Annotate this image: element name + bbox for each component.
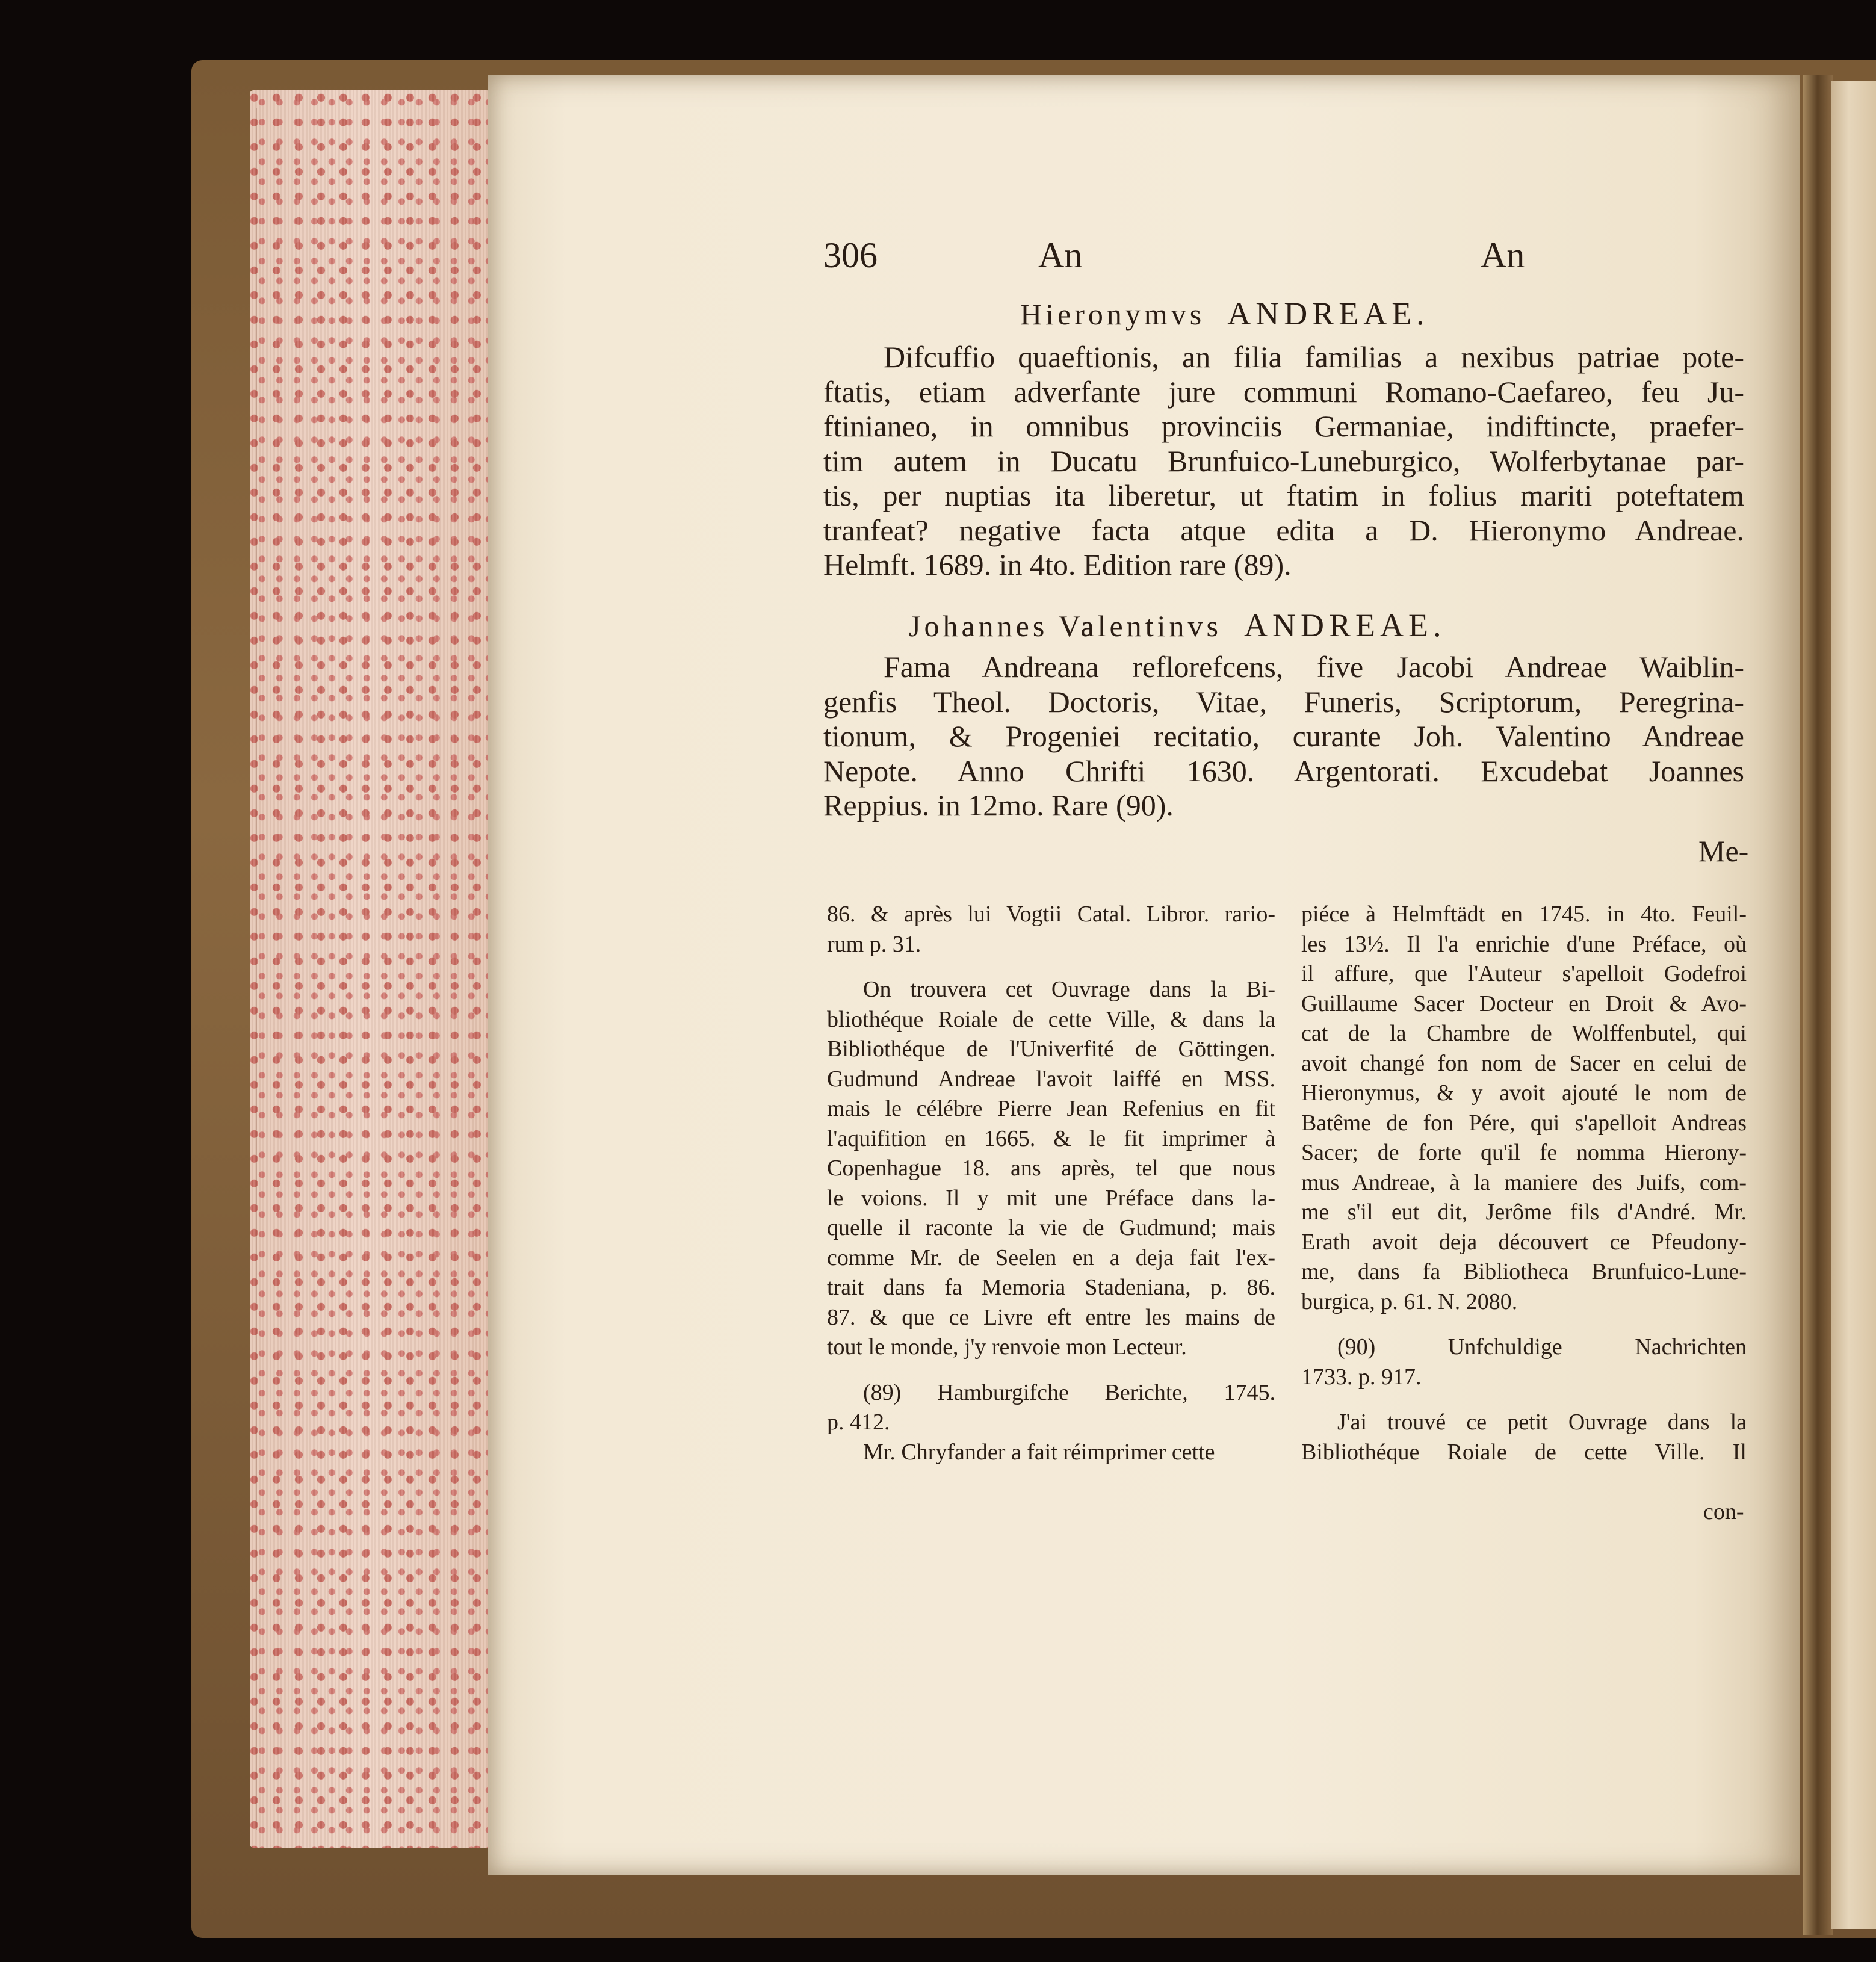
entry-title-forename: Johannes Valentinvs — [909, 609, 1222, 643]
footnote-line: Bibliothéque de l'Univerfité de Göttingen. — [827, 1036, 1275, 1062]
footnote-line: il affure, que l'Auteur s'apelloit Godefroi — [1301, 961, 1747, 986]
footnote-column-left — [827, 900, 1275, 1467]
entry-title-surname: ANDREAE. — [1227, 296, 1429, 332]
footnote-line: Guillaume Sacer Docteur en Droit & Avo- — [1301, 991, 1747, 1017]
footnote-line: Hieronymus, & y avoit ajouté le nom de — [1301, 1080, 1747, 1106]
text-line: Helmft. 1689. in 4to. Edition rare (89). — [823, 548, 1292, 581]
text-line: tranfeat? negative facta atque edita a D. Hieronymo Andreae. — [823, 513, 1744, 547]
entry-title-johannes-valentinus — [909, 607, 1446, 644]
footnote-line: Copenhague 18. ans après, tel que nous — [827, 1156, 1275, 1181]
footnote-line: trait dans fa Memoria Stadeniana, p. 86. — [827, 1275, 1275, 1300]
next-page-edge — [1831, 81, 1876, 1929]
footnote-line: les 13½. Il l'a enrichie d'une Préface, où — [1301, 931, 1747, 957]
footnote-line: mus Andreae, à la maniere des Juifs, com- — [1301, 1169, 1747, 1195]
running-head-left: An — [1038, 235, 1083, 275]
footnote-line: 86. & après lui Vogtii Catal. Libror. rario- — [827, 902, 1275, 927]
footnote-line: me s'il eut dit, Jerôme fils d'André. Mr. — [1301, 1199, 1747, 1225]
entry-body-johannes-valentinus — [823, 650, 1744, 823]
footnote-line: On trouvera cet Ouvrage dans la Bi- — [863, 977, 1275, 1002]
footnote-line: J'ai trouvé ce petit Ouvrage dans la — [1337, 1410, 1747, 1435]
catchword: con- — [1703, 1499, 1744, 1524]
footnote-line: Sacer; de forte qu'il fe nomma Hierony- — [1301, 1140, 1747, 1165]
footnote-line: le voions. Il y mit une Préface dans la- — [827, 1185, 1275, 1211]
footnote-column-right — [1301, 900, 1747, 1467]
running-head-right: An — [1481, 235, 1525, 275]
entry-title-hieronymus — [1020, 295, 1429, 332]
text-line: tionum, & Progeniei recitatio, curante Joh. Valentino Andreae — [823, 719, 1744, 753]
text-line: Fama Andreana reflorefcens, five Jacobi Andreae Waiblin- — [884, 650, 1744, 684]
footnote-line: comme Mr. de Seelen en a deja fait l'ex- — [827, 1245, 1275, 1270]
footnote-line: (89) Hamburgifche Berichte, 1745. — [863, 1379, 1275, 1405]
page-edge-line — [256, 108, 257, 1830]
footnote-line: Erath avoit deja découvert ce Pfeudony- — [1301, 1229, 1747, 1255]
footnote-line: cat de la Chambre de Wolffenbutel, qui — [1301, 1021, 1747, 1046]
footnote-line: me, dans fa Bibliotheca Brunfuico-Lune- — [1301, 1259, 1747, 1284]
footnote-line: (90) Unfchuldige Nachrichten — [1337, 1334, 1747, 1360]
footnote-line: Bibliothéque Roiale de cette Ville. Il — [1301, 1439, 1747, 1465]
footnote-line: Mr. Chryfander a fait réimprimer cette — [863, 1439, 1215, 1465]
text-line: Nepote. Anno Chrifti 1630. Argentorati. Excudebat Joannes — [823, 754, 1744, 788]
text-line: tis, per nuptias ita liberetur, ut ftatim in folius mariti poteftatem — [823, 478, 1744, 512]
footnote-line: Batême de fon Pére, qui s'apelloit Andreas — [1301, 1110, 1747, 1136]
footnote-line: burgica, p. 61. N. 2080. — [1301, 1289, 1518, 1314]
footnote-line: bliothéque Roiale de cette Ville, & dans la — [827, 1006, 1275, 1032]
entry-title-surname: ANDREAE. — [1243, 607, 1446, 643]
book-gutter — [1803, 75, 1833, 1935]
text-line: Reppius. in 12mo. Rare (90). — [823, 788, 1174, 822]
footnote-line: p. 412. — [827, 1410, 890, 1435]
footnote-line: Gudmund Andreae l'avoit laiffé en MSS. — [827, 1066, 1275, 1092]
footnote-line: l'aquifition en 1665. & le fit imprimer à — [827, 1125, 1275, 1151]
footnote-line: rum p. 31. — [827, 931, 921, 957]
footnote-line: avoit changé fon nom de Sacer en celui de — [1301, 1050, 1747, 1076]
page-number: 306 — [823, 235, 878, 275]
footnote-line: 87. & que ce Livre eft entre les mains de — [827, 1304, 1275, 1330]
footnote-line: tout le monde, j'y renvoie mon Lecteur. — [827, 1334, 1187, 1360]
footnote-line: quelle il raconte la vie de Gudmund; mais — [827, 1215, 1275, 1240]
text-line: tim autem in Ducatu Brunfuico-Luneburgico, Wolferbytanae par- — [823, 444, 1744, 478]
text-line: Difcuffio quaeftionis, an filia familias a nexibus patriae pote- — [884, 340, 1744, 374]
catchword: Me- — [1698, 834, 1749, 868]
text-line: genfis Theol. Doctoris, Vitae, Funeris, Scriptorum, Peregrina- — [823, 684, 1744, 719]
footnote-line: mais le célébre Pierre Jean Refenius en fit — [827, 1096, 1275, 1121]
text-line: ftatis, etiam adverfante jure communi Romano-Caefareo, feu Ju- — [823, 374, 1744, 409]
footnote-line: 1733. p. 917. — [1301, 1364, 1422, 1390]
text-line: ftinianeo, in omnibus provinciis Germaniae, indiftincte, praefer- — [823, 409, 1744, 443]
footnote-line: piéce à Helmftädt en 1745. in 4to. Feuil- — [1301, 902, 1747, 927]
entry-body-hieronymus — [823, 340, 1744, 583]
entry-title-forename: Hieronymvs — [1020, 297, 1206, 331]
page-edges — [250, 90, 491, 1848]
